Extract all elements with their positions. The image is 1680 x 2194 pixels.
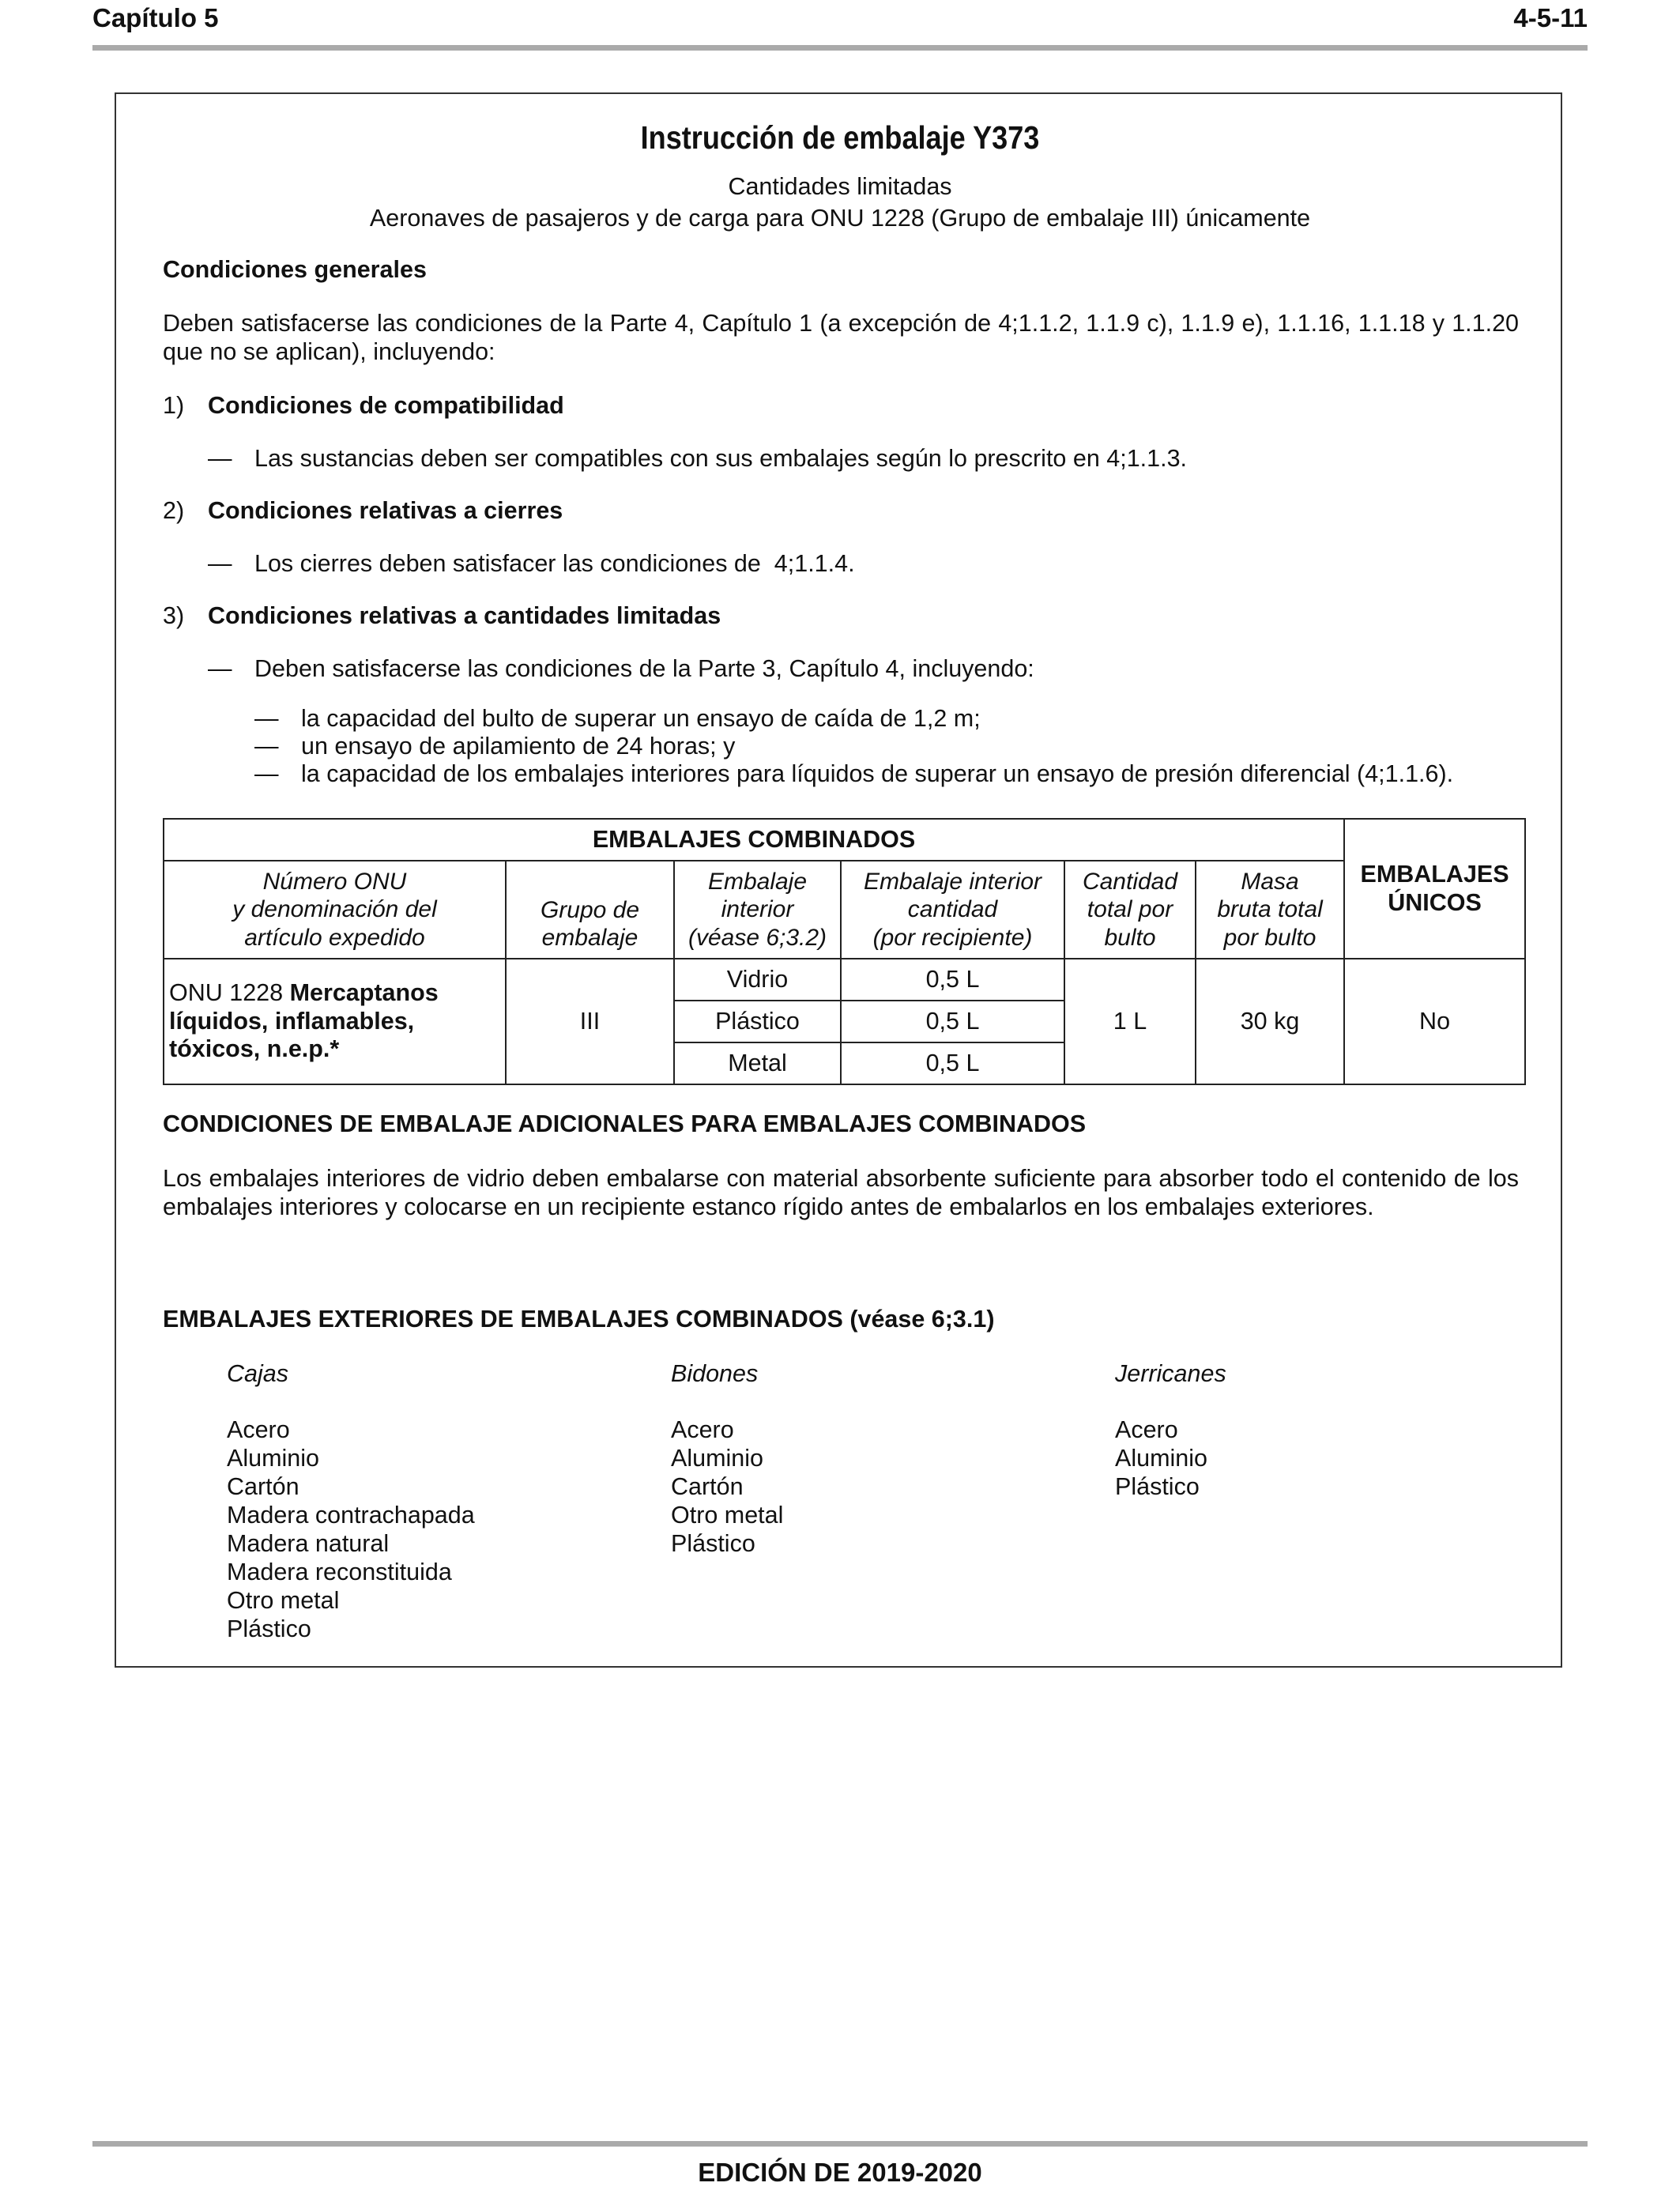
condition-2-text: Los cierres deben satisfacer las condiciones de 4;1.1.4.: [254, 550, 855, 577]
outer-packagings-heading: EMBALAJES EXTERIORES DE EMBALAJES COMBINADOS (véase 6;3.1): [163, 1306, 995, 1333]
col-header-packing-group: Grupo de embalaje: [506, 861, 674, 959]
list-item: Plástico: [671, 1529, 755, 1557]
general-conditions-heading: Condiciones generales: [163, 256, 427, 283]
list-item: Madera reconstituida: [227, 1558, 452, 1585]
condition-3-sub-1: la capacidad del bulto de superar un ensayo de caída de 1,2 m;: [301, 705, 981, 732]
qty-metal-cell: 0,5 L: [841, 1042, 1064, 1084]
col-header-un-number: Número ONU y denominación del artículo expedido: [164, 861, 506, 959]
condition-2-dash: —: [208, 550, 232, 577]
inner-glass-cell: Vidrio: [674, 959, 841, 1001]
list-item: Plástico: [227, 1615, 311, 1642]
jerricans-title: Jerricanes: [1115, 1360, 1226, 1387]
inner-plastic-cell: Plástico: [674, 1001, 841, 1042]
condition-3-subdash-3: —: [254, 760, 279, 787]
list-item: Acero: [671, 1416, 734, 1443]
outer-column-boxes: [227, 1360, 475, 1644]
header-rule: [92, 45, 1588, 51]
condition-1-heading: Condiciones de compatibilidad: [208, 392, 564, 419]
page-number: 4-5-11: [1513, 3, 1588, 32]
condition-3-heading: Condiciones relativas a cantidades limitadas: [208, 602, 721, 629]
condition-3-subdash-1: —: [254, 705, 279, 732]
list-item: Aluminio: [671, 1444, 763, 1472]
condition-3-number: 3): [163, 602, 185, 629]
subtitle-limited-quantities: Cantidades limitadas: [728, 173, 952, 200]
col-header-inner-quantity: Embalaje interior cantidad (por recipiente): [841, 861, 1064, 959]
drums-title: Bidones: [671, 1360, 759, 1387]
inner-metal-cell: Metal: [674, 1042, 841, 1084]
condition-3-dash: —: [208, 655, 232, 682]
col-header-inner-packaging: Embalaje interior (véase 6;3.2): [674, 861, 841, 959]
general-conditions-text: Deben satisfacerse las condiciones de la Parte 4, Capítulo 1 (a excepción de 4;1.1.2, 1.1.9 c), 1.1.9 e), 1.1.16, 1.1.18 y 1.1.20 que no se aplican), incluyendo:: [163, 310, 1519, 365]
single-packagings-header: EMBALAJES ÚNICOS: [1344, 819, 1525, 959]
total-quantity-cell: 1 L: [1064, 959, 1196, 1084]
qty-plastic-cell: 0,5 L: [841, 1001, 1064, 1042]
edition-footer: EDICIÓN DE 2019-2020: [698, 2158, 982, 2187]
outer-column-drums: [671, 1360, 783, 1559]
un-designation-cell: ONU 1228 Mercaptanos líquidos, inflamables, tóxicos, n.e.p.*: [164, 959, 506, 1084]
condition-3-sub-3: la capacidad de los embalajes interiores para líquidos de superar un ensayo de presión diferencial (4;1.1.6).: [301, 760, 1454, 787]
footer-rule: [92, 2141, 1588, 2147]
list-item: Cartón: [671, 1472, 744, 1500]
condition-1-number: 1): [163, 392, 185, 419]
list-item: Madera contrachapada: [227, 1501, 475, 1529]
boxes-title: Cajas: [227, 1360, 288, 1387]
list-item: Acero: [1115, 1416, 1178, 1443]
condition-1-text: Las sustancias deben ser compatibles con sus embalajes según lo prescrito en 4;1.1.3.: [254, 445, 1188, 472]
col-header-total-quantity: Cantidad total por bulto: [1064, 861, 1196, 959]
qty-glass-cell: 0,5 L: [841, 959, 1064, 1001]
outer-column-jerricans: [1115, 1360, 1226, 1502]
list-item: Madera natural: [227, 1529, 390, 1557]
list-item: Otro metal: [671, 1501, 784, 1529]
packing-group-cell: III: [506, 959, 674, 1084]
chapter-label: Capítulo 5: [92, 3, 219, 32]
additional-conditions-text: Los embalajes interiores de vidrio deben embalarse con material absorbente suficiente para absorber todo el contenido de los embalajes interiores y colocarse en un recipiente estanco rígido antes de embalarlos en los embalajes exteriores.: [163, 1165, 1519, 1220]
gross-mass-cell: 30 kg: [1196, 959, 1344, 1084]
list-item: Plástico: [1115, 1472, 1200, 1500]
single-packaging-cell: No: [1344, 959, 1525, 1084]
combined-packagings-header: EMBALAJES COMBINADOS: [164, 819, 1344, 861]
additional-conditions-heading: CONDICIONES DE EMBALAJE ADICIONALES PARA EMBALAJES COMBINADOS: [163, 1110, 1087, 1137]
subtitle-aircraft: Aeronaves de pasajeros y de carga para ONU 1228 (Grupo de embalaje III) únicamente: [369, 205, 1311, 232]
condition-1-dash: —: [208, 445, 232, 472]
packing-table: [163, 818, 1526, 1085]
condition-2-number: 2): [163, 497, 185, 524]
condition-3-subdash-2: —: [254, 733, 279, 760]
condition-3-sub-2: un ensayo de apilamiento de 24 horas; y: [301, 733, 736, 760]
condition-2-heading: Condiciones relativas a cierres: [208, 497, 563, 524]
col-header-gross-mass: Masa bruta total por bulto: [1196, 861, 1344, 959]
condition-3-text: Deben satisfacerse las condiciones de la Parte 3, Capítulo 4, incluyendo:: [254, 655, 1034, 682]
list-item: Otro metal: [227, 1586, 340, 1614]
list-item: Aluminio: [227, 1444, 319, 1472]
list-item: Cartón: [227, 1472, 299, 1500]
list-item: Acero: [227, 1416, 290, 1443]
list-item: Aluminio: [1115, 1444, 1207, 1472]
page-title: Instrucción de embalaje Y373: [640, 119, 1040, 156]
